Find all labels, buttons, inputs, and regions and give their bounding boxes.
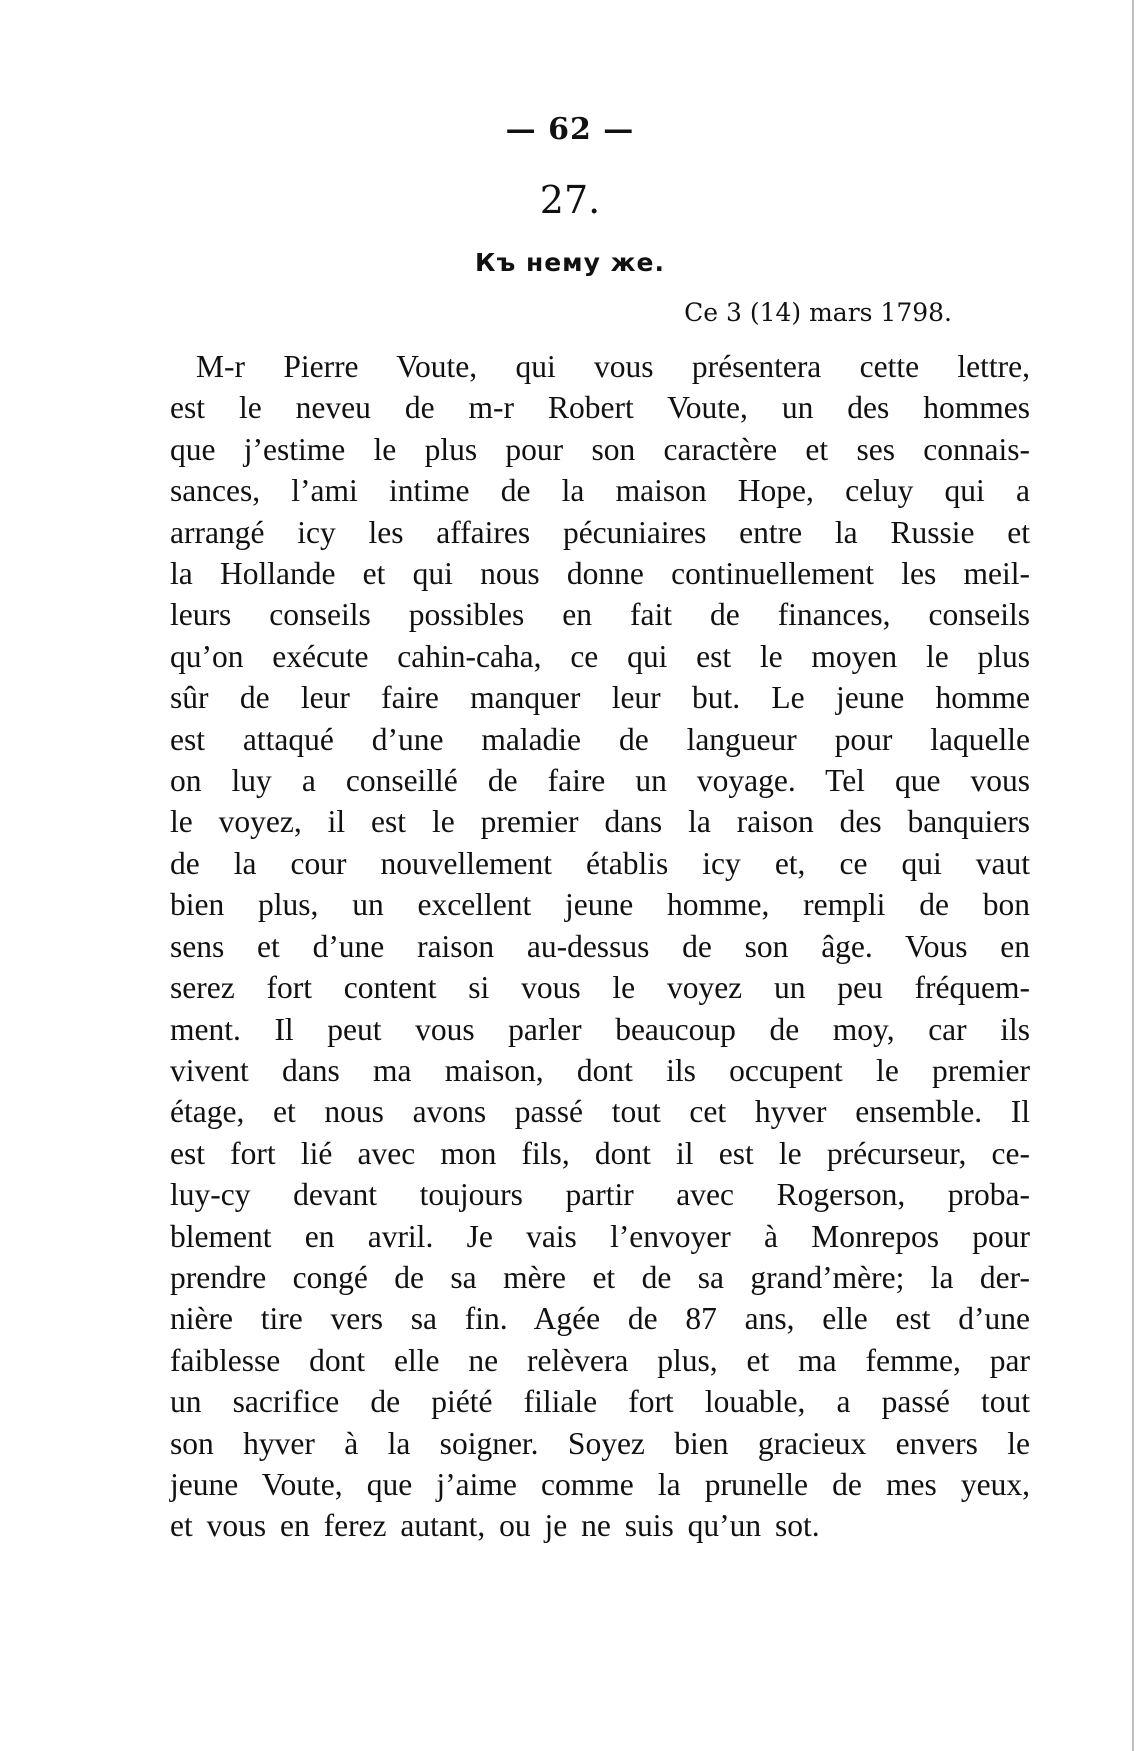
body-line: leurs conseils possibles en fait de finances, conseils xyxy=(170,597,1030,633)
body-line: bien plus, un excellent jeune homme, rempli de bon xyxy=(170,887,1030,923)
body-line: est fort lié avec mon fils, dont il est le précurseur, ce- xyxy=(170,1135,1030,1171)
letter-date: Ce 3 (14) mars 1798. xyxy=(684,298,952,327)
body-line: un sacrifice de piété filiale fort louable, a passé tout xyxy=(170,1384,1030,1420)
body-line: on luy a conseillé de faire un voyage. Tel que vous xyxy=(170,763,1030,799)
body-line: vivent dans ma maison, dont ils occupent le premier xyxy=(170,1052,1030,1088)
body-line: le voyez, il est le premier dans la raison des banquiers xyxy=(170,804,1030,840)
body-line: sûr de leur faire manquer leur but. Le jeune homme xyxy=(170,680,1030,716)
body-line: faiblesse dont elle ne relèvera plus, et ma femme, par xyxy=(170,1342,1030,1378)
body-line: jeune Voute, que j’aime comme la prunelle de mes yeux, xyxy=(170,1466,1030,1502)
body-line: de la cour nouvellement établis icy et, ce qui vaut xyxy=(170,845,1030,881)
body-line: et vous en ferez autant, ou je ne suis qu’un sot. xyxy=(170,1508,820,1544)
letter-addressee-heading: Къ нему же. xyxy=(475,248,665,277)
body-line: sens et d’une raison au-dessus de son âge. Vous en xyxy=(170,928,1030,964)
body-line: serez fort content si vous le voyez un peu fréquem- xyxy=(170,970,1030,1006)
body-line: luy-cy devant toujours partir avec Rogerson, proba- xyxy=(170,1177,1030,1213)
body-line: est le neveu de m-r Robert Voute, un des hommes xyxy=(170,390,1030,426)
letter-number: 27. xyxy=(539,178,601,222)
body-line: sances, l’ami intime de la maison Hope, celuy qui a xyxy=(170,473,1030,509)
body-line: M-r Pierre Voute, qui vous présentera cette lettre, xyxy=(196,349,1030,384)
body-line: que j’estime le plus pour son caractère et ses connais- xyxy=(170,431,1030,467)
body-line: ment. Il peut vous parler beaucoup de moy, car ils xyxy=(170,1011,1030,1047)
body-line: son hyver à la soigner. Soyez bien gracieux envers le xyxy=(170,1425,1030,1461)
body-line: la Hollande et qui nous donne continuellement les meil- xyxy=(170,556,1030,592)
page-number: — 62 — xyxy=(505,112,635,147)
body-line: blement en avril. Je vais l’envoyer à Monrepos pour xyxy=(170,1218,1030,1254)
body-line: est attaqué d’une maladie de langueur pour laquelle xyxy=(170,721,1030,757)
body-line: prendre congé de sa mère et de sa grand’mère; la der- xyxy=(170,1259,1030,1295)
body-line: nière tire vers sa fin. Agée de 87 ans, elle est d’une xyxy=(170,1301,1030,1337)
body-line: qu’on exécute cahin-caha, ce qui est le moyen le plus xyxy=(170,638,1030,674)
body-line: arrangé icy les affaires pécuniaires entre la Russie et xyxy=(170,514,1030,550)
body-line: étage, et nous avons passé tout cet hyver ensemble. Il xyxy=(170,1094,1030,1130)
letter-body xyxy=(170,346,1030,1547)
page-edge-rule xyxy=(1132,0,1134,1751)
